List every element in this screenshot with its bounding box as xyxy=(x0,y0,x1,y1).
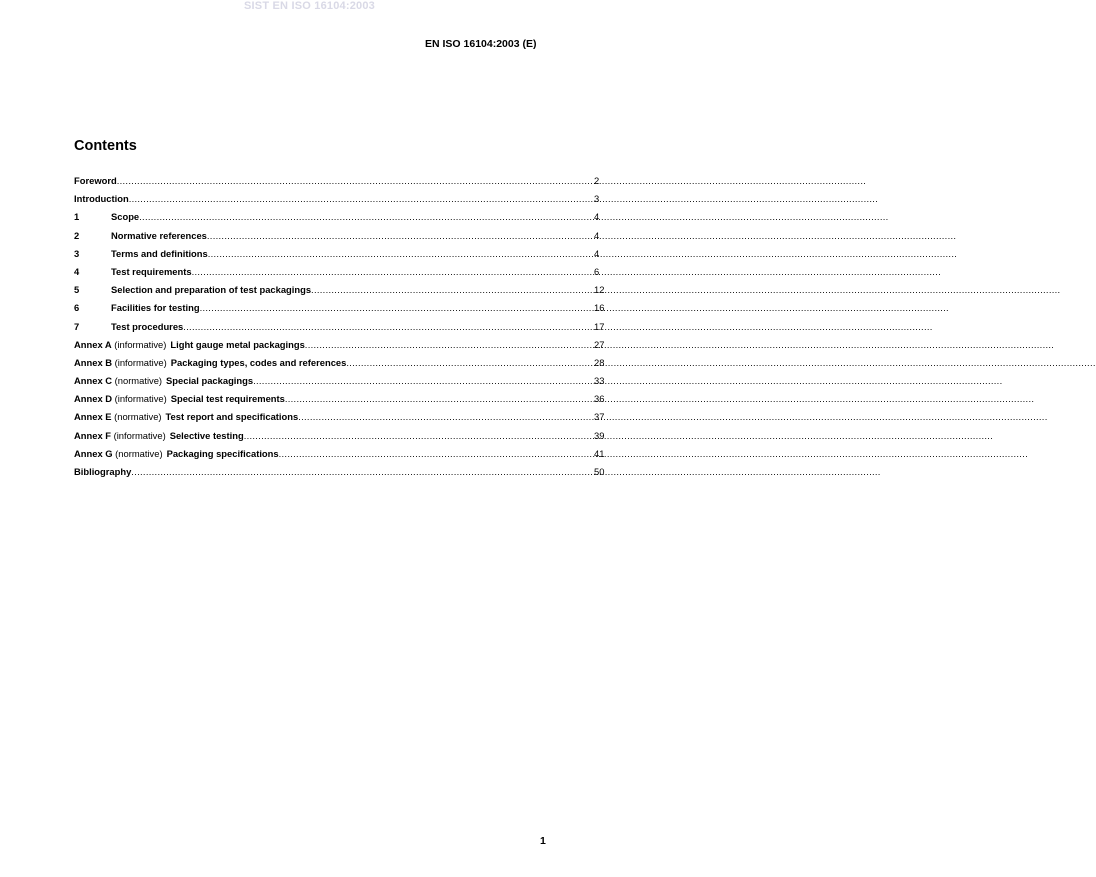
toc-entry-bibliography[interactable] xyxy=(74,466,605,484)
toc-entry-section[interactable] xyxy=(74,230,601,248)
toc-leader-dots xyxy=(200,302,594,313)
toc-entry-annex[interactable] xyxy=(74,447,605,466)
toc-entry-title: Special test requirements xyxy=(170,393,285,405)
toc-leader-dots xyxy=(207,230,594,241)
annex-type: (informative) xyxy=(113,429,166,441)
toc-leader-dots xyxy=(192,266,594,277)
annex-type: (normative) xyxy=(114,375,163,387)
toc-entry-title: Scope xyxy=(111,211,140,223)
annex-label: Annex B xyxy=(74,356,113,368)
toc-entry-page: 41 xyxy=(594,447,605,459)
annex-type: (informative) xyxy=(114,356,167,368)
toc-section-number: 3 xyxy=(74,247,80,259)
toc-entry-title: Selective testing xyxy=(169,429,244,441)
annex-type: (normative) xyxy=(115,447,163,459)
toc-leader-dots xyxy=(129,193,594,204)
toc-section-number: 5 xyxy=(74,284,80,296)
annex-type: (normative) xyxy=(114,411,162,423)
toc-entry-title: Test requirements xyxy=(111,265,192,277)
toc-entry-title: Light gauge metal packagings xyxy=(170,338,305,350)
toc-entry-title: Facilities for testing xyxy=(111,302,200,314)
toc-section-number: 6 xyxy=(74,302,80,314)
toc-entry-annex[interactable] xyxy=(74,411,605,429)
toc-entry-page: 16 xyxy=(594,302,605,314)
toc-leader-dots xyxy=(208,248,594,259)
toc-entry-title: Foreword xyxy=(74,175,117,186)
toc-leader-dots xyxy=(253,375,594,386)
toc-section-number: 2 xyxy=(74,229,80,241)
toc-entry-title: Introduction xyxy=(74,193,129,205)
toc-entry-section[interactable] xyxy=(74,211,601,229)
toc-entry-page: 50 xyxy=(594,466,605,477)
toc-entry-annex[interactable] xyxy=(74,356,605,375)
toc-entry-annex[interactable] xyxy=(74,375,605,393)
toc-entry-section[interactable] xyxy=(74,248,601,266)
toc-entry-page: 4 xyxy=(594,211,600,223)
toc-entry-page: 36 xyxy=(594,393,605,405)
toc-entry-annex[interactable] xyxy=(74,429,605,448)
contents-heading: Contents xyxy=(74,138,137,154)
toc-entry-title: Test report and specifications xyxy=(165,411,299,423)
toc-entry-page: 2 xyxy=(594,175,600,186)
toc-leader-dots xyxy=(279,448,594,459)
toc-leader-dots xyxy=(346,357,594,368)
toc-entry-page: 28 xyxy=(594,356,605,368)
toc-entry-section[interactable] xyxy=(74,266,601,284)
annex-label: Annex G xyxy=(74,447,113,459)
annex-type: (informative) xyxy=(114,338,167,350)
toc-section-number: 1 xyxy=(74,211,80,223)
annex-type: (informative) xyxy=(114,393,167,405)
toc-entry-title: Packaging types, codes and references xyxy=(170,356,347,368)
toc-entry-annex[interactable] xyxy=(74,393,605,411)
annex-label: Annex A xyxy=(74,338,112,350)
toc-section-number: 4 xyxy=(74,265,80,277)
toc-entry-title: Terms and definitions xyxy=(111,247,208,259)
toc-leader-dots xyxy=(311,284,594,295)
toc-entry-title: Packaging specifications xyxy=(166,447,279,459)
toc-entry-annex[interactable] xyxy=(74,338,605,357)
document-header: EN ISO 16104:2003 (E) xyxy=(425,38,537,50)
toc-leader-dots xyxy=(117,175,594,186)
table-of-contents xyxy=(74,175,605,484)
toc-entry-page: 27 xyxy=(594,338,605,350)
toc-entry-section[interactable] xyxy=(74,284,605,302)
toc-entry-title: Bibliography xyxy=(74,466,132,477)
toc-entry-section[interactable] xyxy=(74,320,605,339)
annex-label: Annex D xyxy=(74,393,113,405)
toc-entry-page: 4 xyxy=(594,229,600,241)
toc-entry-page: 37 xyxy=(594,411,605,423)
watermark: SIST EN ISO 16104:2003 xyxy=(244,0,375,12)
toc-leader-dots xyxy=(298,411,594,422)
toc-leader-dots xyxy=(285,393,594,404)
toc-entry-title: Test procedures xyxy=(111,320,184,332)
toc-entry-page: 6 xyxy=(594,265,600,277)
toc-entry-title: Normative references xyxy=(111,229,207,241)
toc-leader-dots xyxy=(131,466,594,477)
annex-label: Annex C xyxy=(74,375,113,387)
annex-label: Annex E xyxy=(74,411,112,423)
toc-leader-dots xyxy=(305,339,594,350)
toc-leader-dots xyxy=(244,430,594,441)
toc-entry-title: Special packagings xyxy=(166,375,254,387)
toc-entry-section[interactable] xyxy=(74,302,605,320)
toc-entry-introduction[interactable] xyxy=(74,193,601,211)
toc-entry-page: 4 xyxy=(594,247,600,259)
toc-entry-page: 3 xyxy=(594,193,600,205)
toc-entry-title: Selection and preparation of test packagings xyxy=(111,284,312,296)
toc-entry-page: 17 xyxy=(594,320,605,332)
page-number: 1 xyxy=(540,835,546,847)
toc-entry-page: 39 xyxy=(594,429,605,441)
toc-entry-foreword[interactable] xyxy=(74,175,601,193)
toc-entry-page: 12 xyxy=(594,284,605,296)
toc-entry-page: 33 xyxy=(594,375,605,387)
toc-leader-dots xyxy=(139,211,594,222)
toc-leader-dots xyxy=(183,321,594,332)
annex-label: Annex F xyxy=(74,429,111,441)
toc-section-number: 7 xyxy=(74,320,80,332)
